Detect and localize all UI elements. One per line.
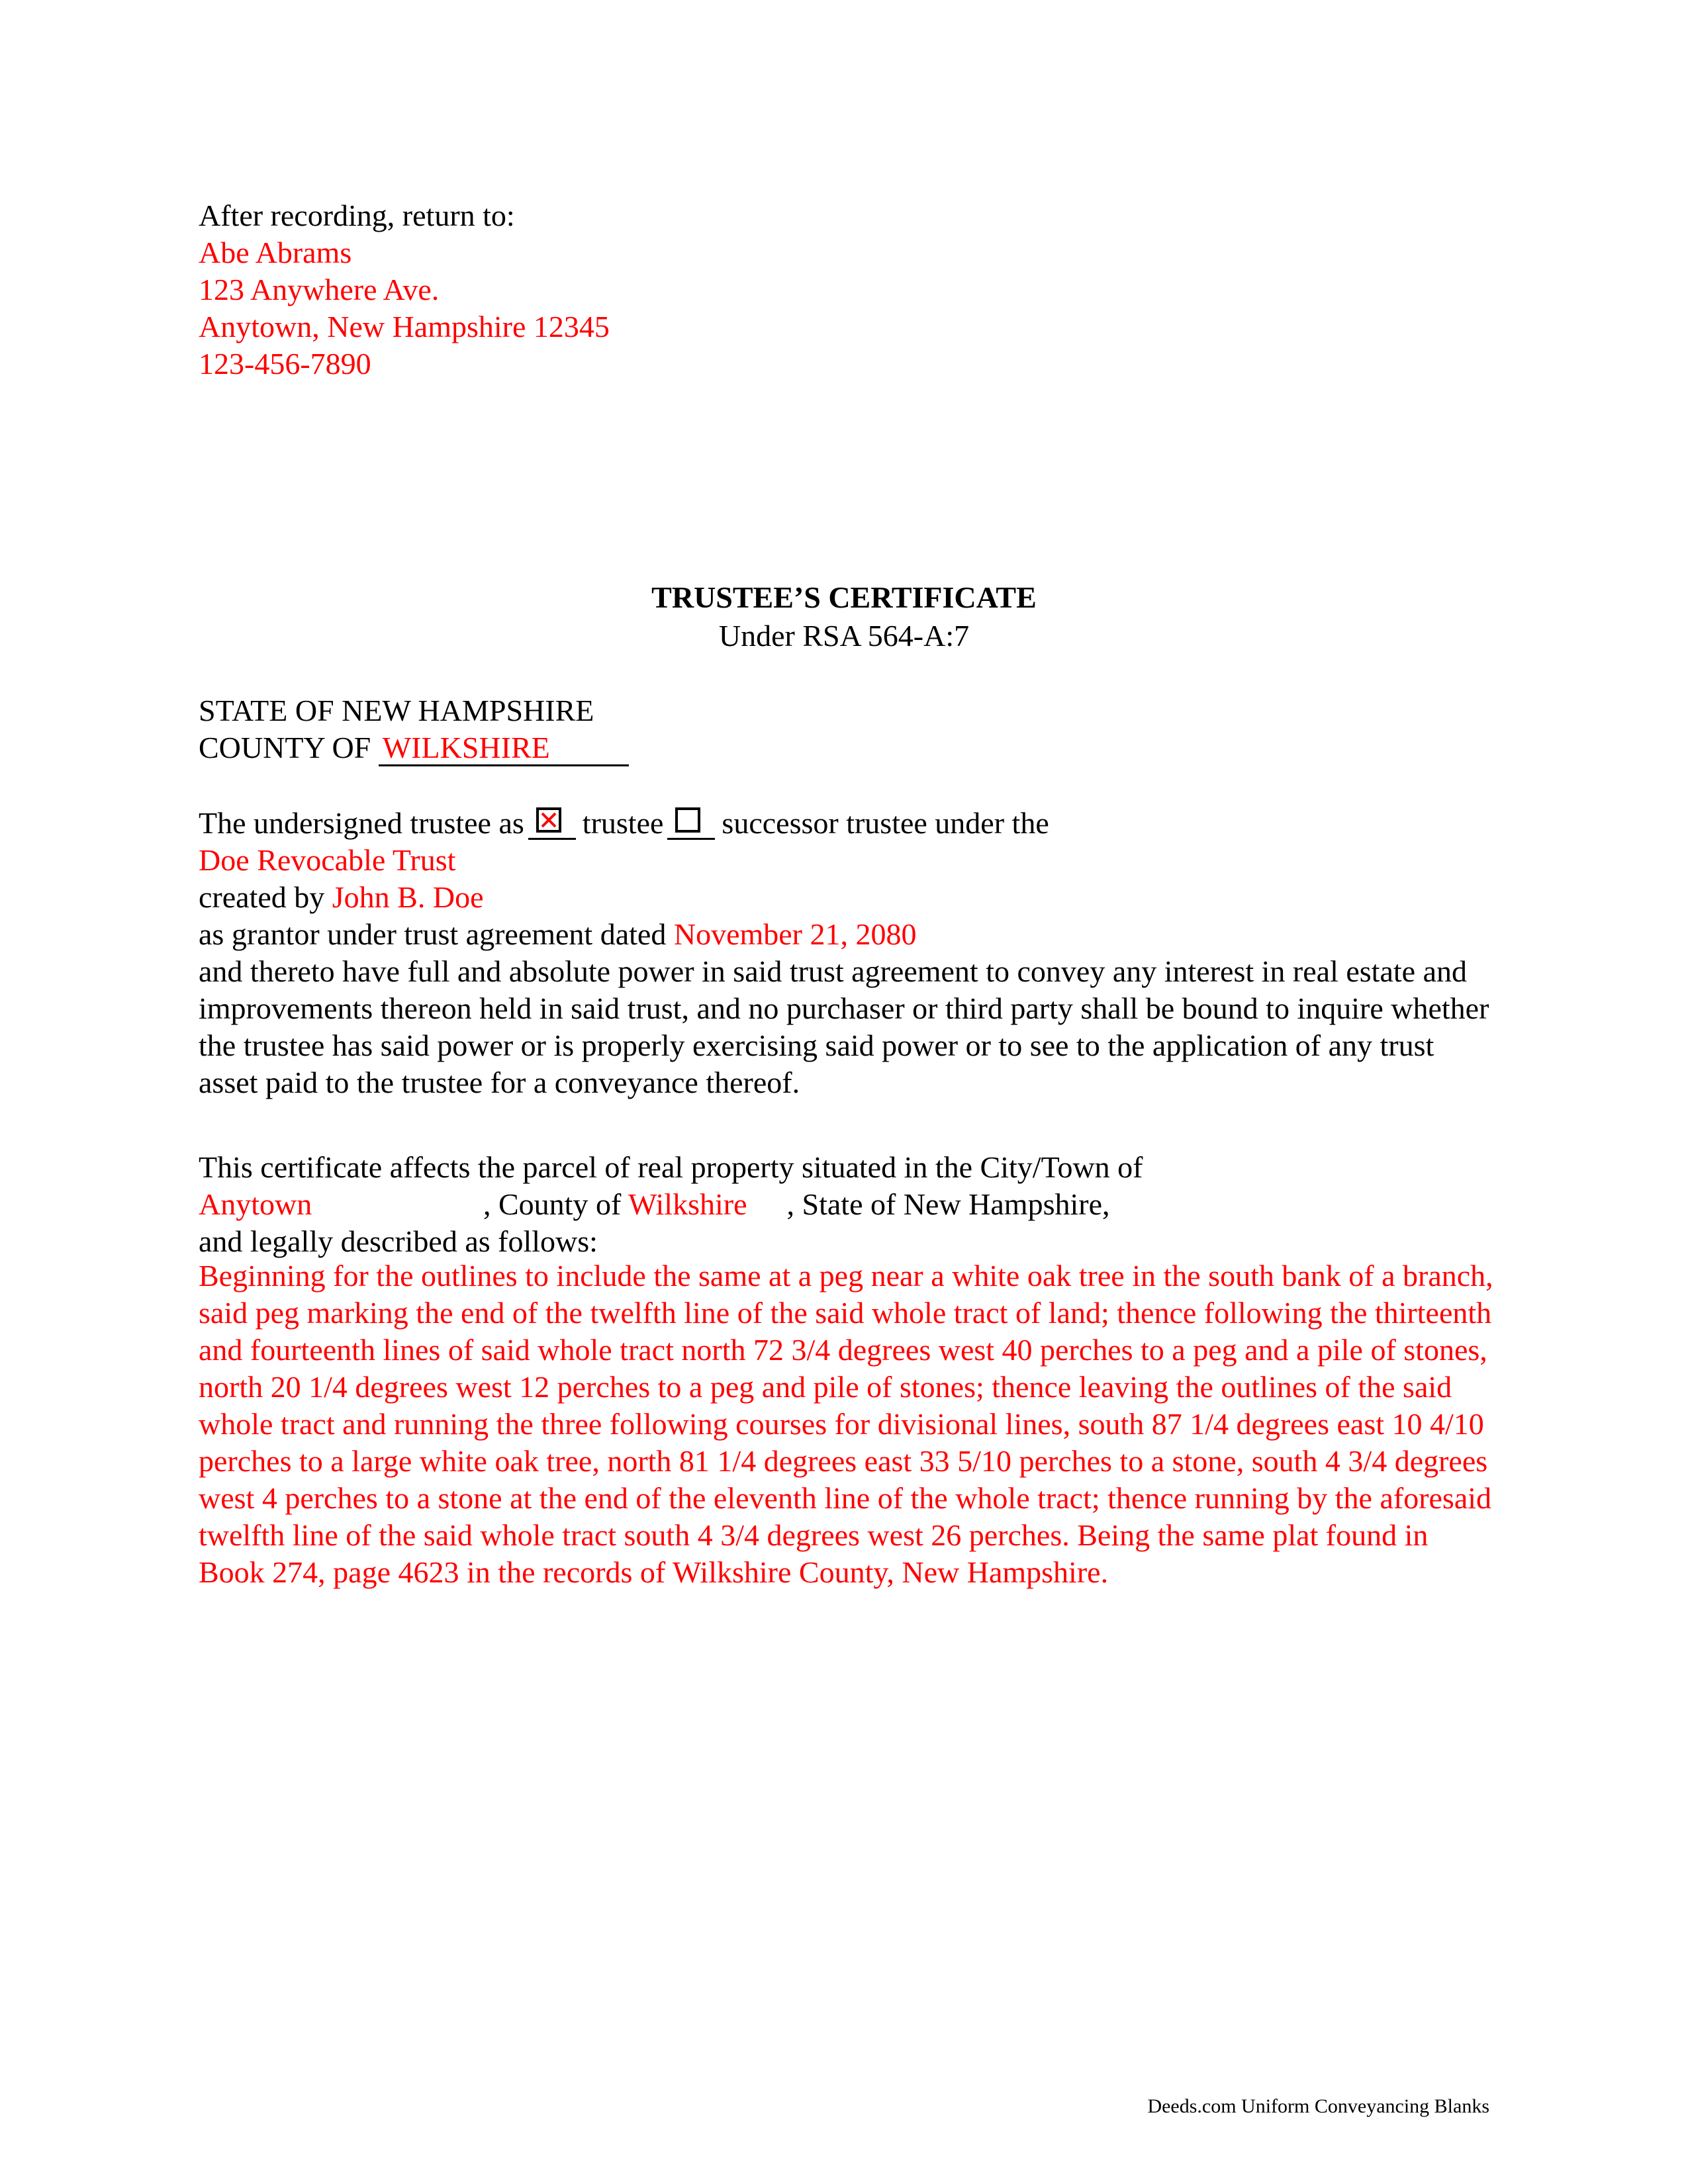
property-county: Wilkshire xyxy=(628,1187,747,1221)
agreement-date-line xyxy=(199,916,1496,953)
trustee-block xyxy=(199,805,1496,1101)
county-line xyxy=(199,729,629,766)
document-title: TRUSTEE’S CERTIFICATE xyxy=(651,580,1037,614)
legal-description: Beginning for the outlines to include the same at a peg near a white oak tree in the south bank of a branch, said peg marking the end of the twelfth line of the said whole tract of land; thence following the thirteenth and fourteenth lines of said whole tract north 72 3/4 degrees west 40 perches to a peg and a pile of stones, north 20 1/4 degrees west 12 perches to a peg and pile of stones; thence leaving the outlines of the said whole tract and running the three following courses for divisional lines, south 87 1/4 degrees east 10 4/10 perches to a large white oak tree, north 81 1/4 degrees east 33 5/10 perches to a stone, south 4 3/4 degrees west 4 perches to a stone at the end of the eleventh line of the whole tract; thence running by the aforesaid twelfth line of the said whole tract south 4 3/4 degrees west 26 perches. Being the same plat found in Book 274, page 4623 in the records of Wilkshire County, New Hampshire. xyxy=(199,1259,1493,1589)
trustee-intro: The undersigned trustee as xyxy=(199,806,524,840)
state-line: STATE OF NEW HAMPSHIRE xyxy=(199,694,594,727)
property-intro: This certificate affects the parcel of real property situated in the City/Town of xyxy=(199,1150,1143,1184)
agreement-dated-label: as grantor under trust agreement dated xyxy=(199,917,667,951)
grantor-name: John B. Doe xyxy=(332,880,484,914)
successor-option-label: successor trustee under the xyxy=(722,806,1049,840)
return-address-block xyxy=(199,197,610,383)
trustee-capacity-line xyxy=(199,805,1496,842)
trust-name: Doe Revocable Trust xyxy=(199,843,456,877)
created-by-line xyxy=(199,879,1496,916)
county-field[interactable]: WILKSHIRE xyxy=(379,731,629,766)
property-county-label: , County of xyxy=(483,1187,622,1221)
venue-block xyxy=(199,692,629,766)
trustee-checkbox[interactable] xyxy=(528,805,576,840)
property-town: Anytown xyxy=(199,1187,312,1221)
county-label: COUNTY OF xyxy=(199,731,371,764)
trustee-power-paragraph: and thereto have full and absolute power in said trust agreement to convey any interest in real estate and improvements thereon held in said trust, and no purchaser or third party shall be bound to inquire whether the trustee has said power or is properly exercising said power or to see to the application of any trust asset paid to the trustee for a conveyance thereof. xyxy=(199,954,1489,1099)
property-location-line xyxy=(199,1186,1496,1223)
property-state-label: , State of New Hampshire, xyxy=(786,1187,1110,1221)
checkbox-box xyxy=(675,807,700,833)
checkbox-x-icon xyxy=(528,805,576,838)
agreement-date: November 21, 2080 xyxy=(673,917,917,951)
return-phone: 123-456-7890 xyxy=(199,347,371,381)
document-subtitle: Under RSA 564-A:7 xyxy=(718,619,970,653)
footer-credit: Deeds.com Uniform Conveyancing Blanks xyxy=(1147,2095,1489,2117)
return-heading: After recording, return to: xyxy=(199,199,515,232)
described-label: and legally described as follows: xyxy=(199,1224,598,1258)
return-city-state-zip: Anytown, New Hampshire 12345 xyxy=(199,310,610,343)
trustee-option-label: trustee xyxy=(582,806,664,840)
return-name: Abe Abrams xyxy=(199,236,352,269)
created-by-label: created by xyxy=(199,880,325,914)
property-block xyxy=(199,1149,1496,1260)
successor-trustee-checkbox[interactable] xyxy=(667,805,715,840)
return-street: 123 Anywhere Ave. xyxy=(199,273,440,306)
